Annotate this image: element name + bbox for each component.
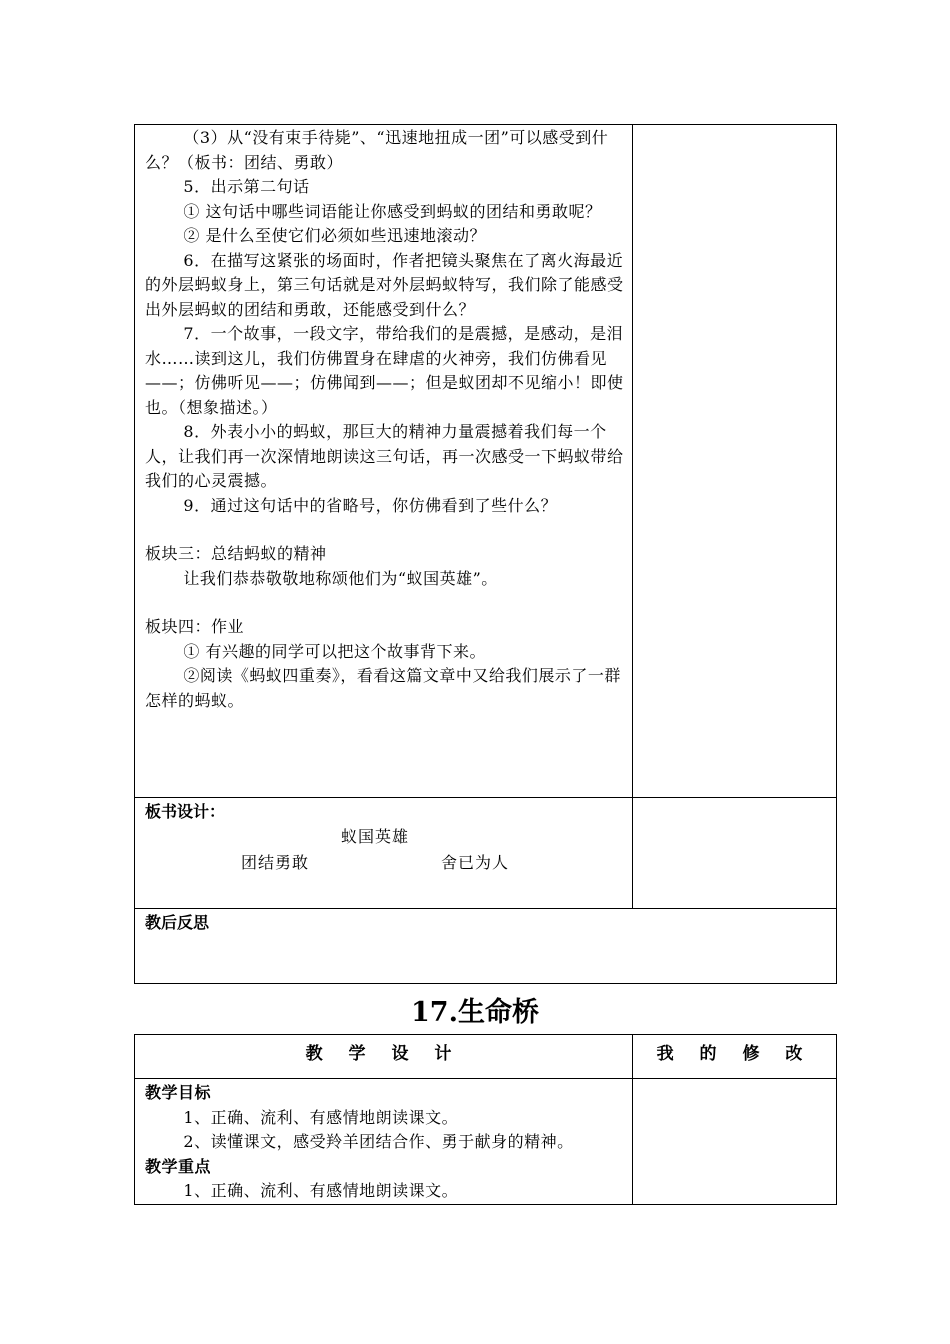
board-design-cell — [135, 798, 633, 909]
homework-item: ②阅读《蚂蚁四重奏》，看看这篇文章中又给我们展示了一群怎样的蚂蚁。 — [145, 666, 621, 710]
goal-label: 教学目标 — [145, 1083, 212, 1102]
paragraph: （3）从“没有束手待毙”、“迅速地扭成一团”可以感受到什么？（板书：团结、勇敢） — [145, 128, 609, 172]
board-left-text: 团结勇敢 — [241, 853, 310, 872]
revision-cell — [633, 125, 837, 798]
goal-item: 2、读懂课文，感受羚羊团结合作、勇于献身的精神。 — [183, 1132, 574, 1151]
lesson-plan-table-top — [134, 124, 837, 984]
reflection-label: 教后反思 — [145, 913, 210, 932]
lesson-plan-table-bottom — [134, 1034, 837, 1205]
key-item: 1、正确、流利、有感情地朗读课文。 — [183, 1181, 459, 1200]
section-title: 板块三：总结蚂蚁的精神 — [145, 544, 327, 563]
header-my-revision: 我 的 修 改 — [633, 1035, 837, 1079]
board-right-text: 舍已为人 — [441, 853, 510, 872]
paragraph: 7．一个故事，一段文字，带给我们的是震撼，是感动，是泪水……读到这儿，我们仿佛置身在肆虐的火神旁，我们仿佛看见——；仿佛听见——；仿佛闻到——；但是蚁团却不见缩小！即使也。（想象描述。） — [145, 324, 624, 417]
lesson-title: 17.生命桥 — [411, 997, 539, 1028]
board-center-text: 蚁国英雄 — [341, 827, 410, 846]
goals-cell — [135, 1079, 633, 1205]
board-revision-cell — [633, 798, 837, 909]
section-title: 板块四：作业 — [145, 617, 245, 636]
paragraph: 让我们恭恭敬敬地称颂他们为“蚁国英雄”。 — [183, 568, 498, 588]
paragraph: 9．通过这句话中的省略号，你仿佛看到了些什么？ — [183, 495, 558, 515]
homework-item: ① 有兴趣的同学可以把这个故事背下来。 — [183, 641, 486, 661]
paragraph: ① 这句话中哪些词语能让你感受到蚂蚁的团结和勇敢呢？ — [183, 201, 602, 221]
paragraph: 5．出示第二句话 — [183, 177, 310, 196]
board-design-label: 板书设计： — [145, 802, 226, 821]
teaching-content-cell — [135, 125, 633, 798]
goals-revision-cell — [633, 1079, 837, 1205]
paragraph: 6．在描写这紧张的场面时，作者把镜头聚焦在了离火海最近的外层蚂蚁身上，第三句话就是对外层蚂蚁特写，我们除了能感受出外层蚂蚁的团结和勇敢，还能感受到什么？ — [145, 250, 624, 319]
reflection-cell — [135, 909, 837, 984]
paragraph: 8．外表小小的蚂蚁，那巨大的精神力量震撼着我们每一个人，让我们再一次深情地朗读这三句话，再一次感受一下蚂蚁带给我们的心灵震撼。 — [145, 422, 624, 490]
paragraph: ② 是什么至使它们必须如些迅速地滚动？ — [183, 226, 486, 245]
key-label: 教学重点 — [145, 1156, 212, 1176]
header-teaching-design: 教 学 设 计 — [135, 1035, 633, 1079]
goal-item: 1、正确、流利、有感情地朗读课文。 — [183, 1107, 459, 1127]
